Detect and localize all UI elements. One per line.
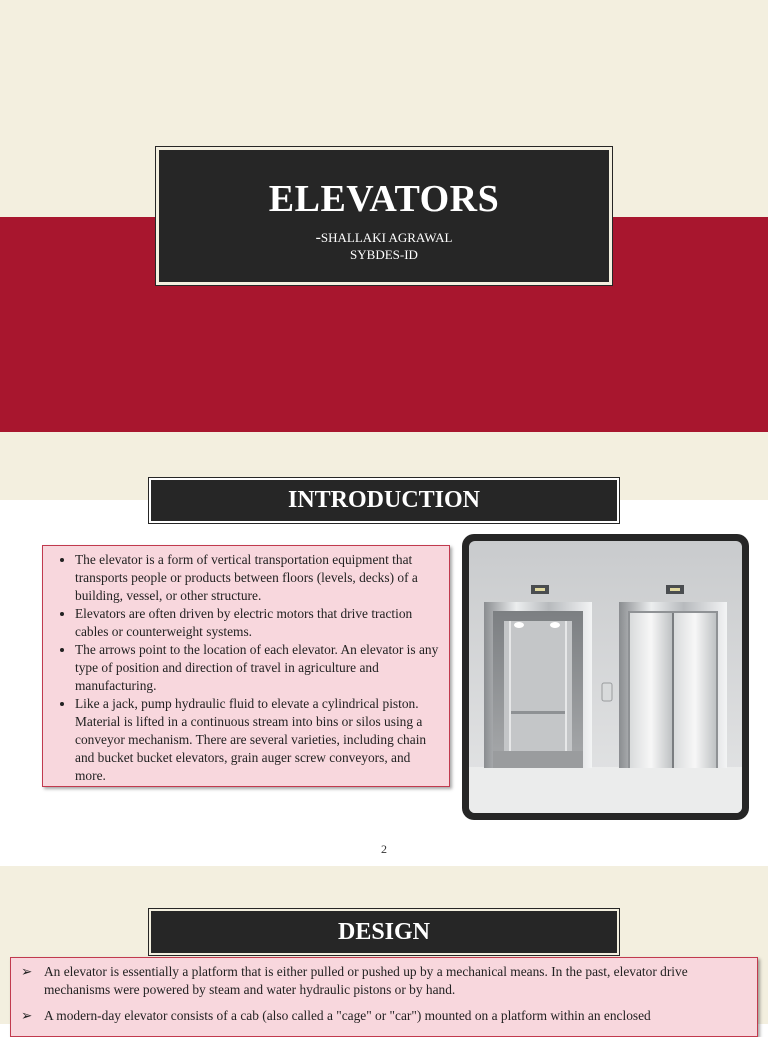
bullet-item: • The arrows point to the location of each elevator. An elevator is any type of position and direction of travel in agriculture and manufacturing.: [75, 641, 439, 695]
elevator-photo: [469, 541, 742, 813]
presentation-title: ELEVATORS: [268, 178, 500, 220]
arrow-bullet-icon: ➢: [21, 964, 33, 979]
page-number: 2: [381, 842, 387, 856]
design-paragraph: [21, 1007, 747, 1025]
author-name: SHALLAKI AGRAWAL: [320, 230, 453, 245]
design-paragraph-text: A modern-day elevator consists of a cab (also called a "cage" or "car") mounted on a platform within an enclosed: [44, 1008, 651, 1023]
author-class: SYBDES-ID: [350, 247, 418, 262]
author-dash: -: [315, 229, 321, 246]
bullet-item: • Like a jack, pump hydraulic fluid to elevate a cylindrical piston. Material is lifted in a continuous stream into bins or silos using a conveyor mechanism. There are several varieties, including chain and bucket bucket elevators, grain auger screw conveyors, and more.: [75, 695, 439, 785]
bullet-item: • The elevator is a form of vertical transportation equipment that transports people or products between floors (levels, decks) of a building, vessel, or other structure.: [75, 551, 439, 605]
introduction-text-box: [42, 545, 450, 787]
title-box: [159, 150, 609, 282]
introduction-heading: INTRODUCTION: [151, 480, 617, 521]
design-text-box: [10, 957, 758, 1037]
design-heading: DESIGN: [151, 911, 617, 953]
design-paragraph-text: An elevator is essentially a platform that is either pulled or pushed up by a mechanical means. In the past, elevator drive mechanisms were powered by steam and water hydraulic pistons or by hand.: [44, 964, 688, 997]
arrow-bullet-icon: ➢: [21, 1008, 33, 1023]
elevator-photo-frame: [462, 534, 749, 820]
bullet-item: • Elevators are often driven by electric motors that drive traction cables or counterweight systems.: [75, 605, 439, 641]
design-paragraph: [21, 963, 747, 999]
introduction-bullet-list: [53, 551, 439, 785]
author-block: [160, 229, 608, 263]
